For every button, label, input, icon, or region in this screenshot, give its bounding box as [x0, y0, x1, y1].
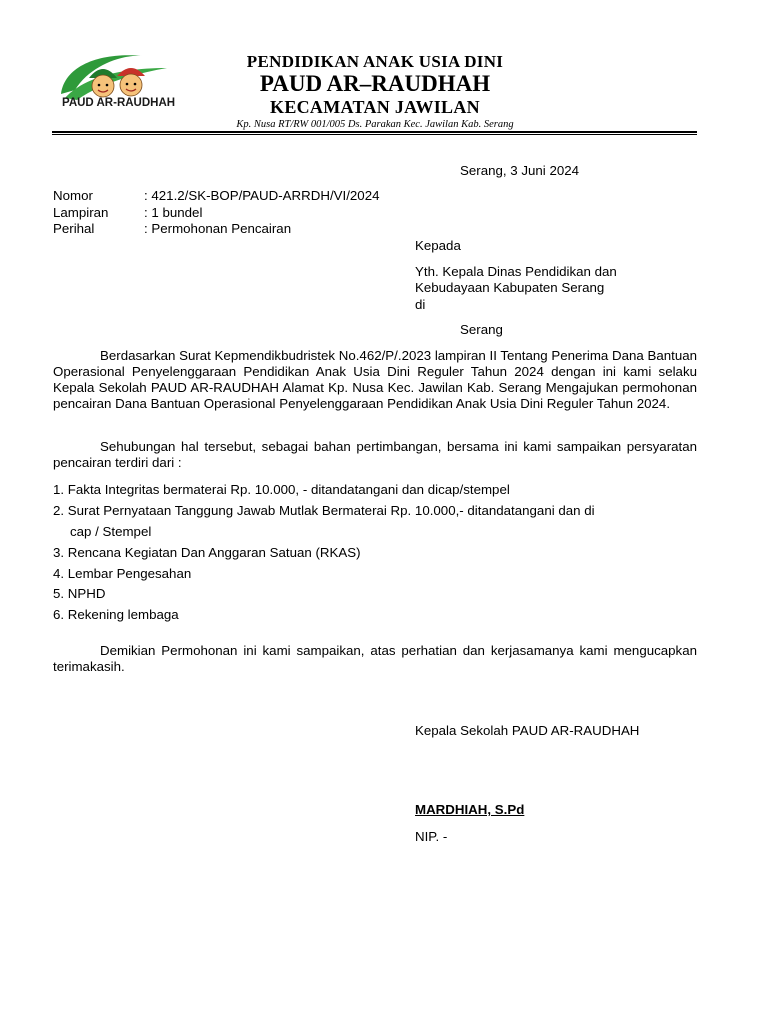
meta-label-nomor: Nomor: [53, 188, 93, 203]
meta-value-lampiran: : 1 bundel: [144, 205, 203, 220]
meta-label-perihal: Perihal: [53, 221, 95, 236]
child-face-icon: [89, 69, 117, 97]
letterhead-line1: PENDIDIKAN ANAK USIA DINI: [246, 52, 504, 71]
list-item: 6. Rekening lembaga: [53, 607, 179, 622]
child-face-icon: [117, 68, 145, 96]
body-paragraph-2: Sehubungan hal tersebut, sebagai bahan pertimbangan, bersama ini kami sampaikan persyaratan pencairan terdiri dari :: [53, 439, 697, 470]
letterhead-address: Kp. Nusa RT/RW 001/005 Ds. Parakan Kec. Jawilan Kab. Serang: [236, 119, 514, 130]
recipient-line1: Yth. Kepala Dinas Pendidikan dan: [415, 264, 617, 279]
meta-value-perihal: : Permohonan Pencairan: [144, 221, 292, 236]
recipient-place: Serang: [460, 322, 503, 337]
list-item: 4. Lembar Pengesahan: [53, 566, 192, 581]
list-item: 3. Rencana Kegiatan Dan Anggaran Satuan (RKAS): [53, 545, 361, 560]
letterhead-divider: [52, 131, 697, 133]
list-item: 1. Fakta Integritas bermaterai Rp. 10.000, - ditandatangani dan dicap/stempel: [53, 482, 510, 497]
list-item: 2. Surat Pernyataan Tanggung Jawab Mutlak Bermaterai Rp. 10.000,- ditandatangani dan di: [53, 503, 595, 518]
list-item-continuation: cap / Stempel: [70, 524, 152, 539]
recipient-line2: Kebudayaan Kabupaten Serang: [415, 280, 605, 295]
meta-value-nomor: : 421.2/SK-BOP/PAUD-ARRDH/VI/2024: [144, 188, 380, 203]
recipient-di: di: [415, 297, 426, 312]
recipient-kepada: Kepada: [415, 238, 461, 253]
signature-nip: NIP. -: [415, 829, 448, 844]
signature-name: MARDHIAH, S.Pd: [415, 802, 525, 817]
logo-text: PAUD AR-RAUDHAH: [62, 97, 176, 109]
letterhead-school-name: PAUD AR–RAUDHAH: [259, 71, 491, 96]
body-paragraph-1: Berdasarkan Surat Kepmendikbudristek No.462/P/.2023 lampiran II Tentang Penerima Dana Bantuan Operasional Penyelenggaraan Pendidikan Anak Usia Dini Reguler Tahun 2024 dengan ini kami selaku Kepala Sekolah PAUD AR-RAUDHAH Alamat Kp. Nusa Kec. Jawilan Kab. Serang Mengajukan permohonan pencairan Dana Bantuan Operasional Penyelenggaraan Pendidikan Anak Usia Dini Reguler Tahun 2024.: [53, 348, 698, 411]
meta-label-lampiran: Lampiran: [53, 205, 109, 220]
letter-date: Serang, 3 Juni 2024: [460, 163, 580, 178]
closing-paragraph: Demikian Permohonan ini kami sampaikan, atas perhatian dan kerjasamanya kami mengucapkan terimakasih.: [53, 643, 697, 674]
letterhead-divider-thin: [52, 134, 697, 135]
signature-title: Kepala Sekolah PAUD AR-RAUDHAH: [415, 723, 640, 738]
letterhead-district: KECAMATAN JAWILAN: [270, 97, 480, 117]
list-item: 5. NPHD: [53, 586, 106, 601]
